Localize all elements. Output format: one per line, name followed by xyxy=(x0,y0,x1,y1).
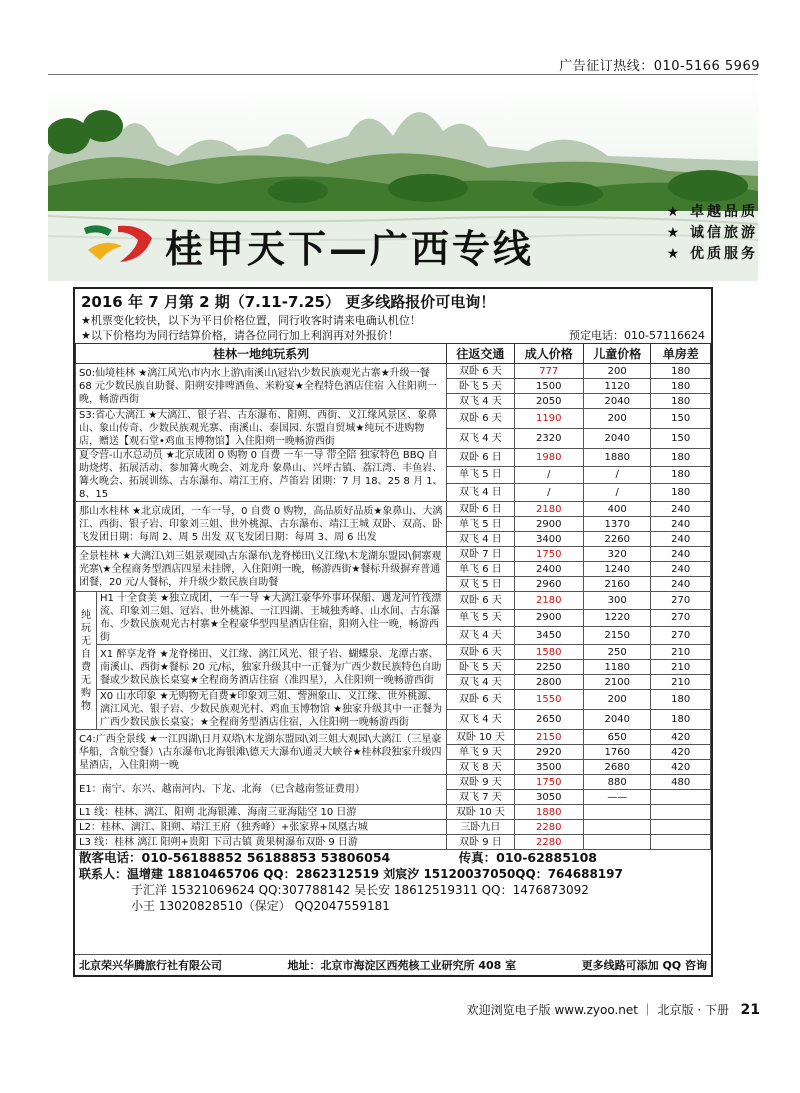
single-room-price: 270 xyxy=(651,627,711,645)
adult-price: 1980 xyxy=(514,449,583,467)
period-heading: 2016 年 7 月第 2 期（7.11-7.25） 更多线路报价可电询！ xyxy=(81,293,496,311)
child-price: / xyxy=(583,484,650,502)
table-row xyxy=(76,775,711,790)
adult-price: 2320 xyxy=(514,429,583,449)
column-header: 桂林一地纯玩系列 xyxy=(76,344,447,364)
price-list-box xyxy=(73,287,713,977)
table-row xyxy=(76,502,711,517)
transport-cell: 双卧 6 天 xyxy=(447,645,514,660)
adult-price: 2180 xyxy=(514,592,583,610)
transport-cell: 单飞 6 日 xyxy=(447,562,514,577)
transport-cell: 卧飞 5 天 xyxy=(447,660,514,675)
adult-price: / xyxy=(514,484,583,502)
single-room-price: 420 xyxy=(651,760,711,775)
contact-person: 于汇洋 15321069624 QQ:307788142 吴长安 18612519311 QQ：1476873092 xyxy=(131,883,589,897)
contact-section xyxy=(75,850,711,914)
table-row xyxy=(76,730,711,745)
route-description: L2：桂林、漓江、阳朔、靖江王府（独秀峰）+张家界+凤凰古城 xyxy=(76,820,447,835)
table-row xyxy=(76,364,711,379)
child-price: 2260 xyxy=(583,532,650,547)
contact-person: 联系人：温增建 18810465706 QQ：2862312519 刘宸汐 15120037050QQ：764688197 xyxy=(79,867,623,881)
route-description: 那山水桂林 ★北京成团，一车一导，0 自费 0 购物，高品质好品质★象鼻山、大漓江、西街、银子岩、印象刘三姐、世外桃源、古东瀑布、靖江王城 双卧、双高、卧飞发团日期：每周 2、周 5 出发 双飞发团日期：每周 3、周 6 出发 xyxy=(76,502,447,547)
company-footer xyxy=(75,954,711,975)
column-header: 往返交通 xyxy=(447,344,514,364)
page-footer xyxy=(467,1001,760,1018)
table-body xyxy=(76,364,711,850)
single-room-price xyxy=(651,790,711,805)
single-room-price: 150 xyxy=(651,429,711,449)
table-row xyxy=(76,820,711,835)
transport-cell: 双卧 7 日 xyxy=(447,547,514,562)
child-price: / xyxy=(583,466,650,484)
adult-price: 1880 xyxy=(514,805,583,820)
single-room-price: 240 xyxy=(651,577,711,592)
adult-price: 2900 xyxy=(514,517,583,532)
adult-price: / xyxy=(514,466,583,484)
slogan-list xyxy=(667,202,758,265)
transport-cell: 双卧 6 天 xyxy=(447,592,514,610)
transport-cell: 卧飞 5 天 xyxy=(447,379,514,394)
column-header: 单房差 xyxy=(651,344,711,364)
table-row xyxy=(76,645,711,660)
adult-price: 2800 xyxy=(514,675,583,690)
single-room-price: 240 xyxy=(651,532,711,547)
transport-cell: 双飞 4 天 xyxy=(447,675,514,690)
single-room-price: 240 xyxy=(651,547,711,562)
transport-cell: 三卧九日 xyxy=(447,820,514,835)
single-room-price: 210 xyxy=(651,660,711,675)
transport-cell: 双卧 6 天 xyxy=(447,409,514,429)
adult-price: 2920 xyxy=(514,745,583,760)
single-room-price: 420 xyxy=(651,745,711,760)
slogan-item: ★ 卓越品质 xyxy=(666,204,758,220)
adult-price: 3450 xyxy=(514,627,583,645)
child-price: 200 xyxy=(583,364,650,379)
table-header-row xyxy=(76,344,711,364)
child-price: 2160 xyxy=(583,577,650,592)
child-price: 650 xyxy=(583,730,650,745)
transport-cell: 双卧 6 日 xyxy=(447,449,514,467)
route-description: 夏令营-山水总动员 ★北京成团 0 购物 0 自费 一车一导 带全陪 独家特色 BBQ 自助烧烤、拓展活动、参加篝火晚会、刘龙舟 象鼻山、兴坪古镇、荔江湾、丰鱼岩、篝火晚会、拓展训练、古东瀑布、靖江王府、芦笛岩 团期：7 月 18、25 8 月 1、8、15 xyxy=(76,449,447,502)
transport-cell: 单飞 5 日 xyxy=(447,466,514,484)
adult-price: 2050 xyxy=(514,394,583,409)
transport-cell: 双卧 10 天 xyxy=(447,805,514,820)
header-divider xyxy=(48,74,758,75)
ad-hotline: 广告征订热线：010-5166 5969 xyxy=(559,59,760,74)
single-room-price: 180 xyxy=(651,690,711,710)
transport-cell: 双飞 8 天 xyxy=(447,760,514,775)
adult-price: 2900 xyxy=(514,609,583,627)
child-price: 1760 xyxy=(583,745,650,760)
child-price: 2150 xyxy=(583,627,650,645)
table-row xyxy=(76,409,711,429)
company-name: 北京荣兴华腾旅行社有限公司 xyxy=(79,959,222,972)
notice-line: ★以下价格均为同行结算价格，请各位同行加上利润再对外报价！ xyxy=(81,329,399,342)
notice-row xyxy=(75,328,711,343)
single-room-price: 270 xyxy=(651,609,711,627)
child-price: 250 xyxy=(583,645,650,660)
table-row xyxy=(76,835,711,850)
qq-note: 更多线路可添加 QQ 咨询 xyxy=(581,959,707,972)
adult-price: 2280 xyxy=(514,835,583,850)
fax-line: 传真：010-62885108 xyxy=(458,850,597,865)
child-price: 1180 xyxy=(583,660,650,675)
child-price: 1220 xyxy=(583,609,650,627)
transport-cell: 双飞 4 日 xyxy=(447,484,514,502)
child-price: 1240 xyxy=(583,562,650,577)
single-room-price xyxy=(651,820,711,835)
adult-price: 3400 xyxy=(514,532,583,547)
transport-cell: 双飞 7 天 xyxy=(447,790,514,805)
adult-price: 2960 xyxy=(514,577,583,592)
route-description: L3 线：桂林 漓江 阳朔+贵阳 下司古镇 黄果树瀑布双卧 9 日游 xyxy=(76,835,447,850)
single-room-price: 180 xyxy=(651,466,711,484)
transport-cell: 双卧 6 天 xyxy=(447,364,514,379)
child-price: 2040 xyxy=(583,429,650,449)
child-price: 200 xyxy=(583,409,650,429)
single-room-price: 180 xyxy=(651,449,711,467)
transport-cell: 双飞 4 天 xyxy=(447,429,514,449)
page-title: 桂甲天下—广西专线 xyxy=(165,226,535,271)
single-room-price: 210 xyxy=(651,645,711,660)
route-description: X0 山水印象 ★无购物无自费★印象刘三姐、訾洲象山、义江缘、世外桃源、漓江风光、银子岩、少数民族观光村、鸡血玉博物馆 ★独家升级其中一正餐为广西少数民族长桌宴；★全程商务型酒店住宿，入住阳朔一晚畅游西街 xyxy=(96,690,446,730)
single-room-price: 180 xyxy=(651,379,711,394)
phone-line: 散客电话：010-56188852 56188853 53806054 xyxy=(79,850,391,865)
adult-price: 1550 xyxy=(514,690,583,710)
transport-cell: 双卧 9 天 xyxy=(447,775,514,790)
transport-cell: 双卧 10 天 xyxy=(447,730,514,745)
adult-price: 3050 xyxy=(514,790,583,805)
adult-price: 2280 xyxy=(514,820,583,835)
adult-price: 2150 xyxy=(514,730,583,745)
transport-cell: 双卧 6 天 xyxy=(447,690,514,710)
route-description: S3:省心大漓江 ★大漓江、银子岩、古东瀑布、阳朔、西街、义江缘风景区、象鼻山、象山传奇、少数民族观光寨、南溪山、泰国园. 东盟自贸城★纯玩不进购物店，赠送【观石堂•鸡血玉博物馆】入住阳朔一晚畅游西街 xyxy=(76,409,447,449)
site-note: 欢迎浏览电子版 www.zyoo.net ｜ 北京版 · 下册 xyxy=(466,1003,730,1017)
table-row xyxy=(76,592,711,610)
transport-cell: 单飞 5 日 xyxy=(447,517,514,532)
adult-price: 2650 xyxy=(514,710,583,730)
table-row xyxy=(76,805,711,820)
transport-cell: 双飞 4 天 xyxy=(447,710,514,730)
adult-price: 3500 xyxy=(514,760,583,775)
single-room-price: 180 xyxy=(651,710,711,730)
side-label: 纯 玩 无 自 费 无 购 物 xyxy=(76,592,97,730)
child-price: 200 xyxy=(583,690,650,710)
transport-cell: 双飞 4 天 xyxy=(447,627,514,645)
child-price xyxy=(583,805,650,820)
child-price xyxy=(583,835,650,850)
child-price: 1370 xyxy=(583,517,650,532)
child-price: 300 xyxy=(583,592,650,610)
single-room-price xyxy=(651,835,711,850)
table-row xyxy=(76,449,711,467)
transport-cell: 双卧 6 日 xyxy=(447,502,514,517)
single-room-price: 210 xyxy=(651,675,711,690)
single-room-price: 240 xyxy=(651,517,711,532)
child-price: 1880 xyxy=(583,449,650,467)
transport-cell: 单飞 5 天 xyxy=(447,609,514,627)
adult-price: 1580 xyxy=(514,645,583,660)
single-room-price: 240 xyxy=(651,502,711,517)
child-price: 2680 xyxy=(583,760,650,775)
table-row xyxy=(76,690,711,710)
column-header: 儿童价格 xyxy=(583,344,650,364)
company-address: 地址：北京市海淀区西苑核工业研究所 408 室 xyxy=(287,959,517,972)
brand-logo xyxy=(78,220,158,268)
adult-price: 2180 xyxy=(514,502,583,517)
logo-icon xyxy=(78,220,158,264)
notice-line: ★机票变化较快，以下为平日价格位置，同行收客时请来电确认机位！ xyxy=(81,314,421,327)
child-price: 2040 xyxy=(583,394,650,409)
route-description: L1 线：桂林、漓江、阳朔 北海银滩、海南三亚海陆空 10 日游 xyxy=(76,805,447,820)
transport-cell: 双飞 4 日 xyxy=(447,532,514,547)
child-price: 880 xyxy=(583,775,650,790)
child-price: —— xyxy=(583,790,650,805)
adult-price: 1750 xyxy=(514,775,583,790)
single-room-price: 270 xyxy=(651,592,711,610)
child-price: 2040 xyxy=(583,710,650,730)
booking-phone: 预定电话：010-57116624 xyxy=(569,329,705,342)
slogan-item: ★ 优质服务 xyxy=(666,246,758,262)
contact-person: 小王 13020828510（保定） QQ2047559181 xyxy=(131,899,390,913)
single-room-price xyxy=(651,805,711,820)
transport-cell: 单飞 9 天 xyxy=(447,745,514,760)
single-room-price: 480 xyxy=(651,775,711,790)
route-description: 全景桂林 ★大漓江\刘三姐景观园\古东瀑布\龙脊梯田\义江缘\木龙湖东盟园\侗寨观光寨\★全程商务型酒店四星未挂牌，入住阳朔一晚，畅游西街★餐标升级摒弃普通团餐，20 元/人餐标，并升级少数民族自助餐 xyxy=(76,547,447,592)
route-description: C4:广西全景线 ★一江四湖\日月双塔\木龙湖东盟园\刘三姐大观园\大漓江（三星豪华船，含航空餐）\古东瀑布\北海银滩\德天大瀑布\通灵大峡谷★桂林段独家升级四星酒店，入住阳朔一晚 xyxy=(76,730,447,775)
single-room-price: 240 xyxy=(651,562,711,577)
adult-price: 1190 xyxy=(514,409,583,429)
route-description: H1 十全食美 ★独立成团，一车一导 ★大漓江豪华外事环保船、遇龙河竹筏漂流、印象刘三姐、冠岩、世外桃源、一江四湖、王城独秀峰、山水间、古东瀑布、少数民族观光古村寨★全程豪华型四星酒店住宿，阳朔入住一晚，畅游西街 xyxy=(96,592,446,645)
adult-price: 2250 xyxy=(514,660,583,675)
single-room-price: 420 xyxy=(651,730,711,745)
child-price: 320 xyxy=(583,547,650,562)
slogan-item: ★ 诚信旅游 xyxy=(666,225,758,241)
child-price: 2100 xyxy=(583,675,650,690)
transport-cell: 双飞 5 日 xyxy=(447,577,514,592)
single-room-price: 180 xyxy=(651,364,711,379)
page-number: 21 xyxy=(740,1002,760,1018)
route-description: X1 醉享龙脊 ★龙脊梯田、义江缘、漓江风光、银子岩、蝴蝶泉、龙潭古寨、南溪山、西街★餐标 20 元/标，独家升级其中一正餐为广西少数民族特色自助餐或少数民族长桌宴★全程商务酒店住宿（准四星），入住阳朔一晚畅游西街 xyxy=(96,645,446,690)
single-room-price: 150 xyxy=(651,409,711,429)
child-price xyxy=(583,820,650,835)
route-description: E1：南宁、东兴、越南河内、下龙、北海 （已含越南签证费用） xyxy=(76,775,447,805)
single-room-price: 180 xyxy=(651,394,711,409)
price-table xyxy=(75,343,711,850)
transport-cell: 双卧 9 日 xyxy=(447,835,514,850)
single-room-price: 180 xyxy=(651,484,711,502)
transport-cell: 双飞 4 天 xyxy=(447,394,514,409)
adult-price: 2400 xyxy=(514,562,583,577)
child-price: 1120 xyxy=(583,379,650,394)
route-description: S0:仙境桂林 ★漓江风光\市内水上游\南溪山\冠岩\少数民族观光古寨★升级一餐 68 元少数民族自助餐、阳朔安排啤酒鱼、米粉宴★全程特色酒店住宿 入住阳朔一晚，畅游西街 xyxy=(76,364,447,409)
table-row xyxy=(76,547,711,562)
adult-price: 1750 xyxy=(514,547,583,562)
column-header: 成人价格 xyxy=(514,344,583,364)
adult-price: 777 xyxy=(514,364,583,379)
adult-price: 1500 xyxy=(514,379,583,394)
child-price: 400 xyxy=(583,502,650,517)
